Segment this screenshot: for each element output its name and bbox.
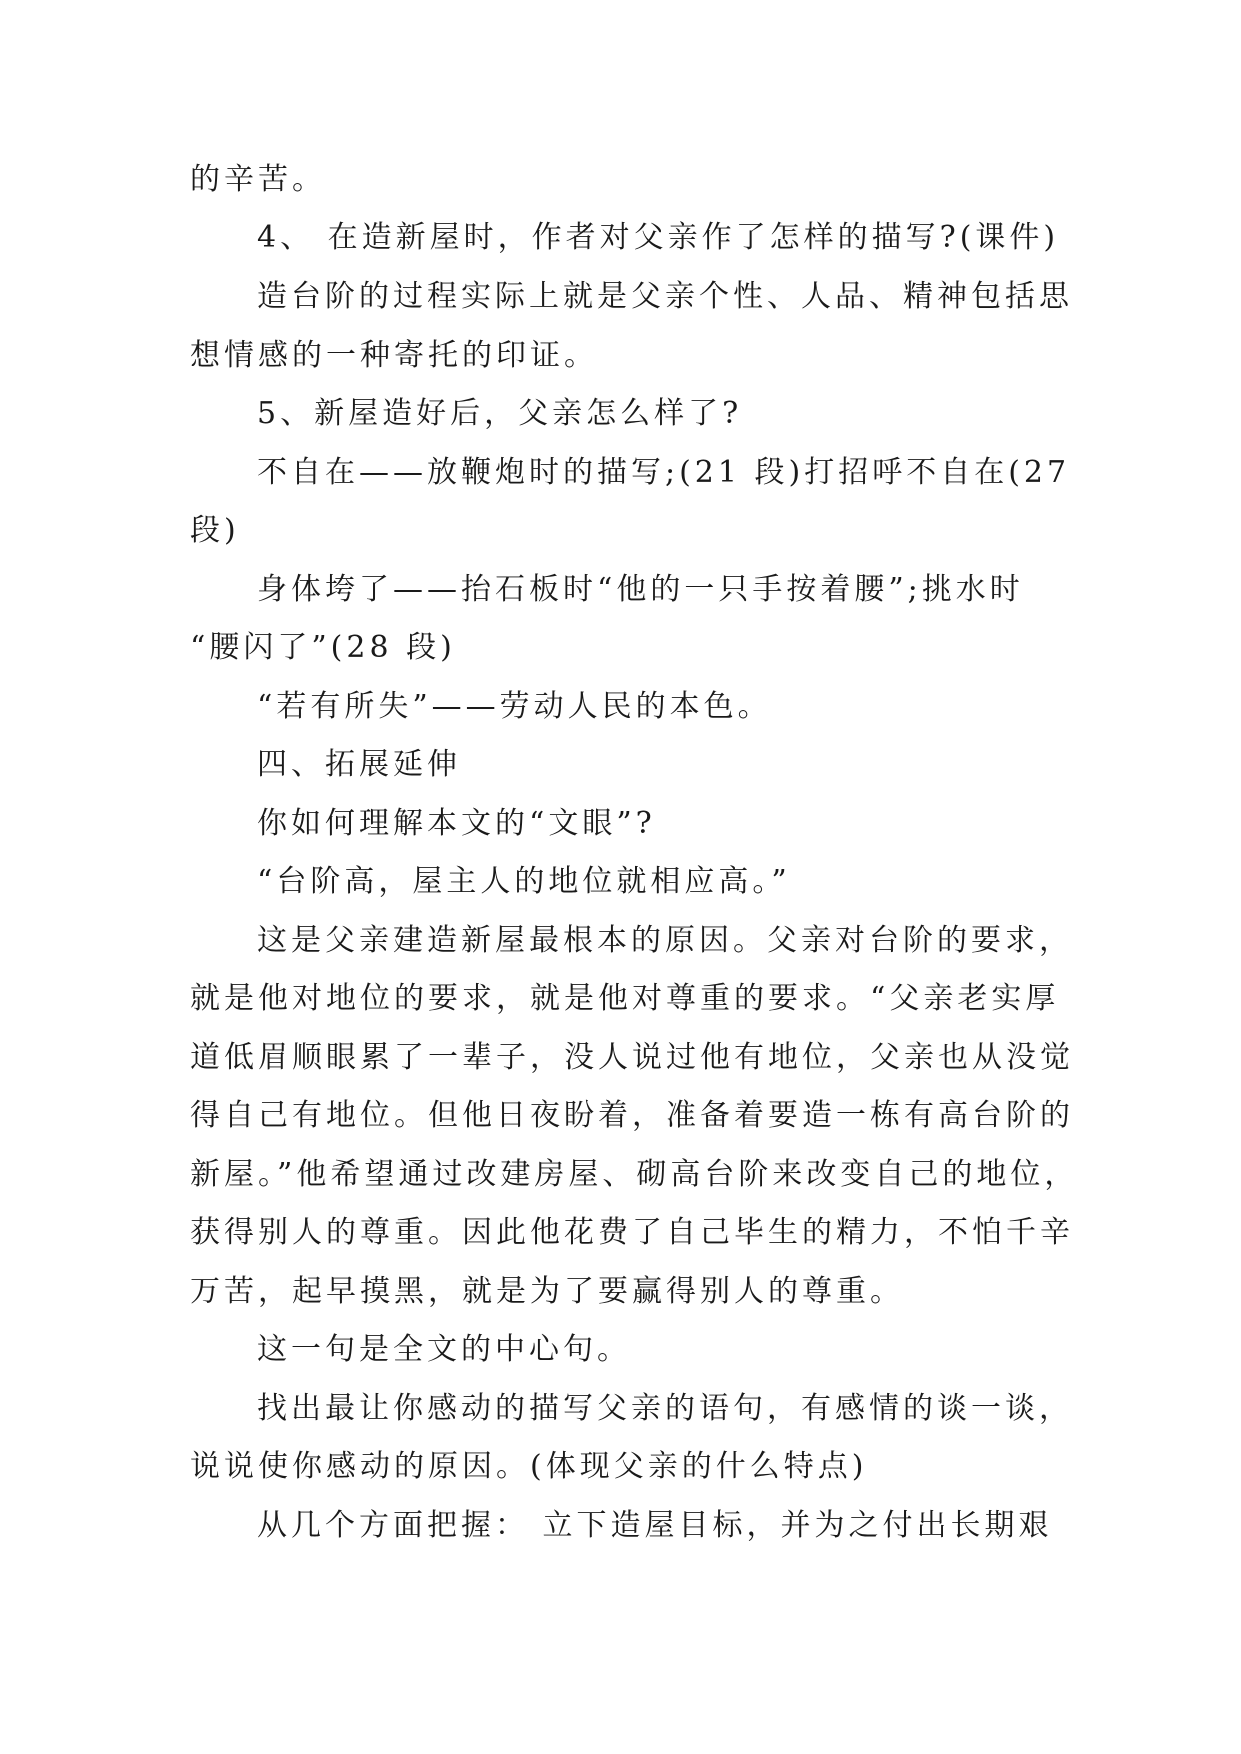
text-line: 万苦，起早摸黑，就是为了要赢得别人的尊重。 bbox=[190, 1274, 904, 1309]
text-line: “腰闪了”(28 段) bbox=[190, 630, 456, 665]
text-line: 说说使你感动的原因。(体现父亲的什么特点) bbox=[190, 1449, 868, 1484]
text-line: 道低眉顺眼累了一辈子，没人说过他有地位，父亲也从没觉 bbox=[190, 1040, 1074, 1075]
text-line: 获得别人的尊重。因此他花费了自己毕生的精力，不怕千辛 bbox=[190, 1215, 1074, 1250]
text-line: 4、 在造新屋时，作者对父亲作了怎样的描写?(课件) bbox=[257, 220, 1060, 255]
text-line: “台阶高，屋主人的地位就相应高。” bbox=[257, 864, 791, 899]
text-line: 从几个方面把握： 立下造屋目标，并为之付出长期艰 bbox=[257, 1508, 1053, 1543]
text-line: 就是他对地位的要求，就是他对尊重的要求。“父亲老实厚 bbox=[190, 981, 1060, 1016]
text-line: “若有所失”——劳动人民的本色。 bbox=[257, 689, 772, 724]
text-line: 这是父亲建造新屋最根本的原因。父亲对台阶的要求， bbox=[257, 923, 1073, 958]
text-line: 新屋。”他希望通过改建房屋、砌高台阶来改变自己的地位， bbox=[190, 1157, 1079, 1192]
text-line: 想情感的一种寄托的印证。 bbox=[190, 338, 598, 373]
text-line: 身体垮了——抬石板时“他的一只手按着腰”;挑水时 bbox=[257, 572, 1024, 607]
text-line: 这一句是全文的中心句。 bbox=[257, 1332, 631, 1367]
text-line: 得自己有地位。但他日夜盼着，准备着要造一栋有高台阶的 bbox=[190, 1098, 1074, 1133]
text-line: 找出最让你感动的描写父亲的语句，有感情的谈一谈， bbox=[257, 1391, 1073, 1426]
text-line: 段) bbox=[190, 513, 240, 548]
text-line: 的辛苦。 bbox=[190, 162, 326, 197]
section-heading: 四、拓展延伸 bbox=[257, 747, 461, 782]
text-line: 造台阶的过程实际上就是父亲个性、人品、精神包括思 bbox=[257, 279, 1073, 314]
text-line: 你如何理解本文的“文眼”? bbox=[257, 806, 656, 841]
text-line: 不自在——放鞭炮时的描写;(21 段)打招呼不自在(27 bbox=[257, 455, 1071, 490]
text-line: 5、新屋造好后，父亲怎么样了? bbox=[257, 396, 743, 431]
